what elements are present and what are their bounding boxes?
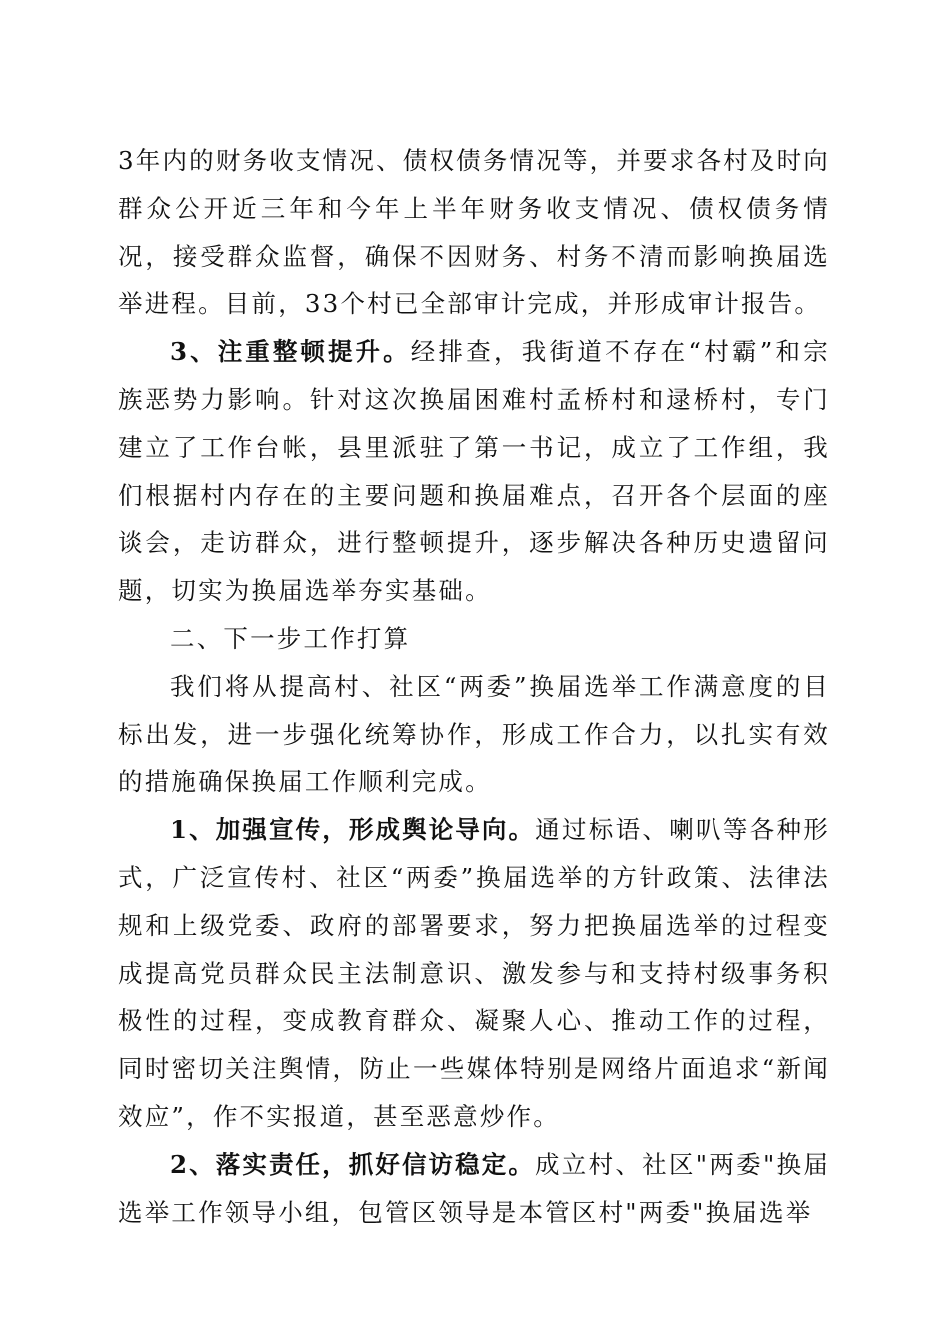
paragraph-next-steps-intro: 我们将从提高村、社区“两委”换届选举工作满意度的目标出发，进一步强化统筹协作，形成工作合力，以扎实有效的措施确保换届工作顺利完成。 bbox=[118, 671, 830, 797]
paragraph-audit-results: 3年内的财务收支情况、债权债务情况等，并要求各村及时向群众公开近三年和今年上半年财务收支情况、债权债务情况，接受群众监督，确保不因财务、村务不清而影响换届选举进程。目前，33个村已全部审计完成，并形成审计报告。 bbox=[118, 146, 830, 319]
paragraph-rectification bbox=[118, 328, 830, 615]
subheading-publicity: 1、加强宣传，形成舆论导向。 bbox=[170, 815, 536, 845]
paragraph-responsibility bbox=[118, 1141, 830, 1237]
paragraph-responsibility-body: 成立村、社区"两委"换届选举工作领导小组，包管区领导是本管区村"两委"换届选举 bbox=[118, 1149, 831, 1227]
paragraph-publicity bbox=[118, 806, 830, 1141]
paragraph-publicity-body: 通过标语、喇叭等各种形式，广泛宣传村、社区“两委”换届选举的方针政策、法律法规和上级党委、政府的部署要求，努力把换届选举的过程变成提高党员群众民主法制意识、激发参与和支持村级事务积极性的过程，变成教育群众、凝聚人心、推动工作的过程，同时密切关注舆情，防止一些媒体特别是网络片面追求“新闻效应”，作不实报道，甚至恶意炒作。 bbox=[118, 815, 831, 1131]
paragraph-rectification-body: 经排查，我街道不存在“村霸”和宗族恶势力影响。针对这次换届困难村孟桥村和逯桥村，专门建立了工作台帐，县里派驻了第一书记，成立了工作组，我们根据村内存在的主要问题和换届难点，召开各个层面的座谈会，走访群众，进行整顿提升，逐步解决各种历史遗留问题，切实为换届选举夯实基础。 bbox=[118, 337, 831, 606]
document-page bbox=[118, 137, 830, 1236]
subheading-rectification: 3、注重整顿提升。 bbox=[170, 337, 411, 367]
section-title-next-steps: 二、下一步工作打算 bbox=[170, 623, 411, 653]
subheading-responsibility: 2、落实责任，抓好信访稳定。 bbox=[170, 1149, 535, 1179]
